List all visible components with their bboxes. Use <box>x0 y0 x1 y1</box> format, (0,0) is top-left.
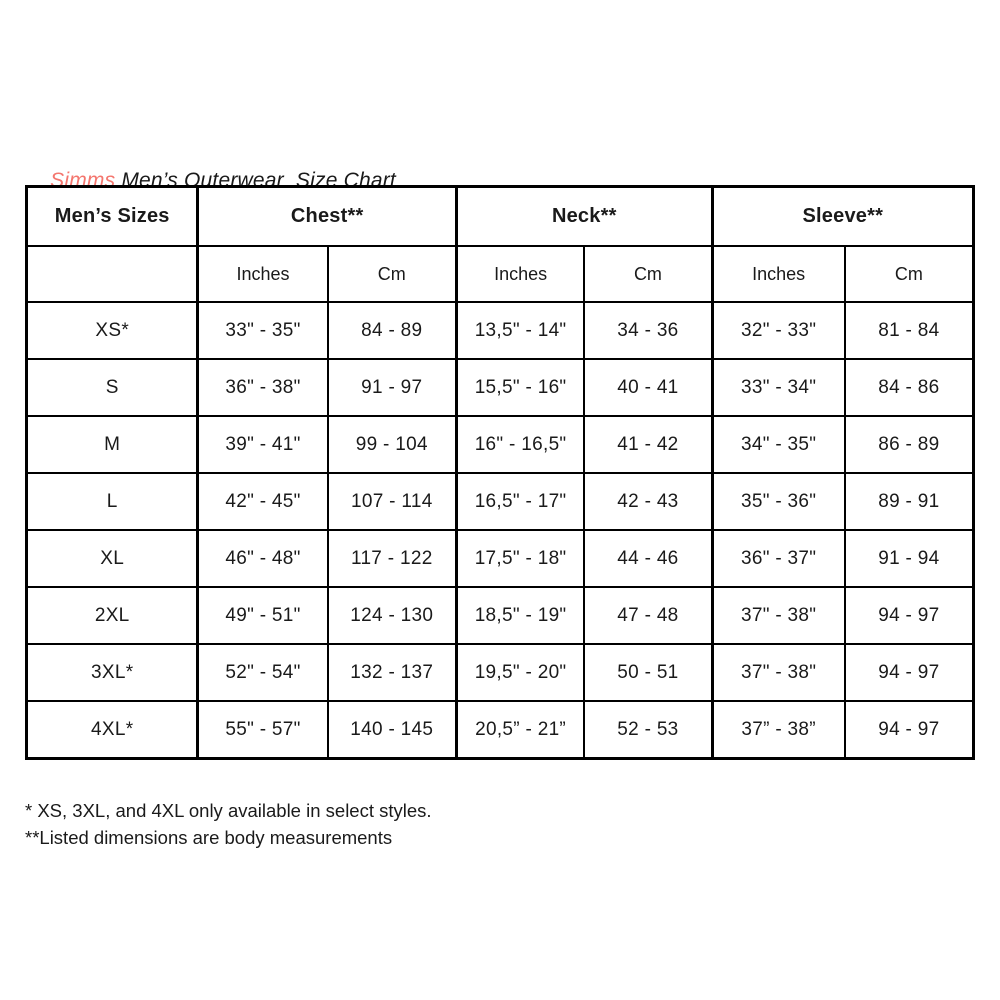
neck-inches-cell: 20,5” - 21” <box>456 701 584 759</box>
chest-cm-cell: 132 - 137 <box>328 644 457 701</box>
size-cell: 4XL* <box>27 701 198 759</box>
chest-inches-cell: 46" - 48" <box>198 530 328 587</box>
chest-inches-cell: 42" - 45" <box>198 473 328 530</box>
unit-header-chest-inches: Inches <box>198 246 328 302</box>
col-header-neck: Neck** <box>456 187 712 247</box>
chest-cm-cell: 91 - 97 <box>328 359 457 416</box>
neck-cm-cell: 40 - 41 <box>584 359 712 416</box>
table-row-3xl <box>27 644 974 701</box>
neck-cm-cell: 42 - 43 <box>584 473 712 530</box>
neck-inches-cell: 19,5" - 20" <box>456 644 584 701</box>
chest-inches-cell: 49" - 51" <box>198 587 328 644</box>
sleeve-cm-cell: 86 - 89 <box>845 416 974 473</box>
chest-cm-cell: 84 - 89 <box>328 302 457 359</box>
sleeve-inches-cell: 37" - 38" <box>712 587 845 644</box>
group-header-row <box>27 187 974 247</box>
sleeve-cm-cell: 91 - 94 <box>845 530 974 587</box>
unit-header-chest-cm: Cm <box>328 246 457 302</box>
chest-cm-cell: 99 - 104 <box>328 416 457 473</box>
sleeve-inches-cell: 33" - 34" <box>712 359 845 416</box>
chest-cm-cell: 107 - 114 <box>328 473 457 530</box>
unit-header-neck-cm: Cm <box>584 246 712 302</box>
size-cell: M <box>27 416 198 473</box>
neck-cm-cell: 44 - 46 <box>584 530 712 587</box>
neck-cm-cell: 50 - 51 <box>584 644 712 701</box>
footnote-select-styles: * XS, 3XL, and 4XL only available in select styles. <box>25 800 432 821</box>
sleeve-cm-cell: 81 - 84 <box>845 302 974 359</box>
chest-cm-cell: 124 - 130 <box>328 587 457 644</box>
sleeve-inches-cell: 34" - 35" <box>712 416 845 473</box>
neck-inches-cell: 16" - 16,5" <box>456 416 584 473</box>
units-row-empty-cell <box>27 246 198 302</box>
table-row-m <box>27 416 974 473</box>
col-header-chest: Chest** <box>198 187 457 247</box>
size-cell: 3XL* <box>27 644 198 701</box>
neck-inches-cell: 17,5" - 18" <box>456 530 584 587</box>
chest-inches-cell: 52" - 54" <box>198 644 328 701</box>
neck-inches-cell: 13,5" - 14" <box>456 302 584 359</box>
neck-cm-cell: 34 - 36 <box>584 302 712 359</box>
chest-inches-cell: 39" - 41" <box>198 416 328 473</box>
col-header-mens-sizes: Men’s Sizes <box>27 187 198 247</box>
chest-inches-cell: 33" - 35" <box>198 302 328 359</box>
size-cell: 2XL <box>27 587 198 644</box>
neck-inches-cell: 15,5" - 16" <box>456 359 584 416</box>
table-row-2xl <box>27 587 974 644</box>
sleeve-cm-cell: 94 - 97 <box>845 701 974 759</box>
footnotes <box>25 797 432 851</box>
sleeve-inches-cell: 36" - 37" <box>712 530 845 587</box>
sleeve-cm-cell: 94 - 97 <box>845 644 974 701</box>
sleeve-inches-cell: 37” - 38” <box>712 701 845 759</box>
neck-cm-cell: 41 - 42 <box>584 416 712 473</box>
unit-header-sleeve-inches: Inches <box>712 246 845 302</box>
table-row-xl <box>27 530 974 587</box>
sleeve-cm-cell: 94 - 97 <box>845 587 974 644</box>
footnote-body-measurements: **Listed dimensions are body measurements <box>25 827 393 848</box>
size-chart-table <box>25 185 975 760</box>
sleeve-cm-cell: 84 - 86 <box>845 359 974 416</box>
unit-header-row <box>27 246 974 302</box>
unit-header-sleeve-cm: Cm <box>845 246 974 302</box>
col-header-sleeve: Sleeve** <box>712 187 973 247</box>
neck-inches-cell: 18,5" - 19" <box>456 587 584 644</box>
size-cell: XS* <box>27 302 198 359</box>
neck-cm-cell: 52 - 53 <box>584 701 712 759</box>
chest-inches-cell: 55" - 57" <box>198 701 328 759</box>
chest-cm-cell: 117 - 122 <box>328 530 457 587</box>
sleeve-inches-cell: 35" - 36" <box>712 473 845 530</box>
neck-inches-cell: 16,5" - 17" <box>456 473 584 530</box>
sleeve-inches-cell: 37" - 38" <box>712 644 845 701</box>
chest-inches-cell: 36" - 38" <box>198 359 328 416</box>
size-cell: S <box>27 359 198 416</box>
size-cell: XL <box>27 530 198 587</box>
table-row-s <box>27 359 974 416</box>
chest-cm-cell: 140 - 145 <box>328 701 457 759</box>
table-row-xs <box>27 302 974 359</box>
unit-header-neck-inches: Inches <box>456 246 584 302</box>
neck-cm-cell: 47 - 48 <box>584 587 712 644</box>
size-cell: L <box>27 473 198 530</box>
table-row-l <box>27 473 974 530</box>
brand-name: Simms <box>50 169 116 192</box>
sleeve-inches-cell: 32" - 33" <box>712 302 845 359</box>
table-row-4xl <box>27 701 974 759</box>
sleeve-cm-cell: 89 - 91 <box>845 473 974 530</box>
page-title-text: Men’s Outerwear Size Chart <box>115 169 396 192</box>
